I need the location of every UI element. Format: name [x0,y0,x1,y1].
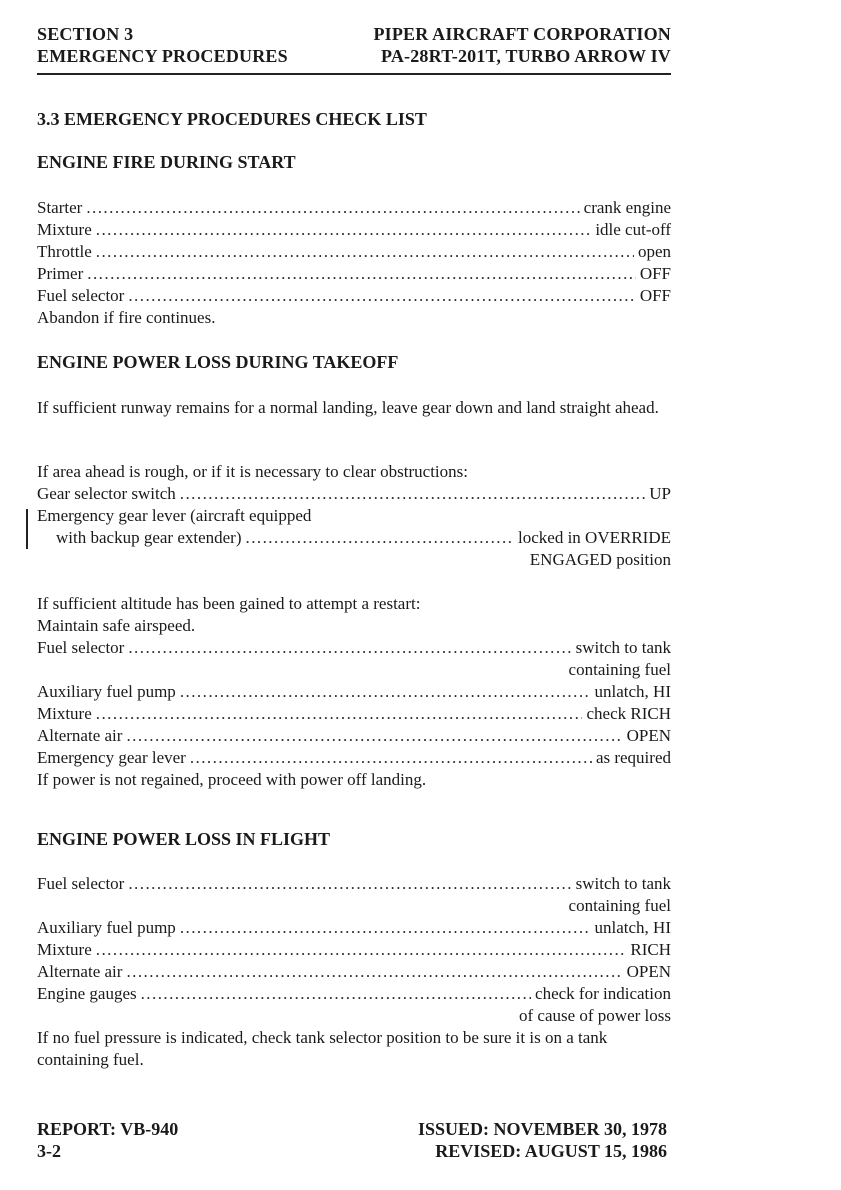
checklist-item [37,681,671,703]
item-action-continued: ENGAGED position [529,550,671,569]
item-label: Primer [37,264,84,283]
leader-dots [128,873,571,895]
checklist-item [37,637,671,659]
checklist-item [37,483,671,505]
checklist-item [37,873,671,895]
checklist-item [37,939,671,961]
checklist-item [37,917,671,939]
item-label: with backup gear extender) [56,528,242,547]
takeoff-runway-paragraph: If sufficient runway remains for a normal landing, leave gear down and land straight ahead. [37,398,659,417]
item-label: Mixture [37,220,92,239]
item-action: UP [649,484,671,503]
item-action: OPEN [626,962,671,981]
flight-section-title: ENGINE POWER LOSS IN FLIGHT [37,829,331,849]
takeoff-airspeed-paragraph: Maintain safe airspeed. [37,616,196,635]
leader-dots [246,527,515,549]
item-label: Alternate air [37,962,123,981]
header-section: SECTION 3 [37,24,134,44]
checklist-item [37,983,671,1005]
leader-dots [180,483,645,505]
item-action: idle cut-off [595,220,671,239]
item-label: Mixture [37,940,92,959]
item-action: unlatch, HI [594,918,671,937]
item-action: locked in OVERRIDE [518,528,671,547]
leader-dots [190,747,592,769]
item-action: unlatch, HI [594,682,671,701]
takeoff-obstruction-paragraph: If area ahead is rough, or if it is necessary to clear obstructions: [37,462,468,481]
checklist-item [37,747,671,769]
takeoff-altitude-paragraph: If sufficient altitude has been gained to attempt a restart: [37,594,421,613]
checklist-item [37,219,671,241]
item-label: Alternate air [37,726,123,745]
item-action: check for indication [535,984,671,1003]
header-rule [37,73,671,75]
item-label: Mixture [37,704,92,723]
footer-revised-date: REVISED: AUGUST 15, 1986 [435,1141,667,1161]
footer-report: REPORT: VB-940 [37,1119,179,1139]
leader-dots [126,961,622,983]
leader-dots [86,197,579,219]
header-model: PA-28RT-201T, TURBO ARROW IV [380,46,671,66]
checklist-item [37,285,671,307]
item-label: Auxiliary fuel pump [37,918,176,937]
checklist-item [37,527,671,549]
item-label: Fuel selector [37,874,125,893]
leader-dots [126,725,622,747]
leader-dots [96,241,634,263]
item-label: Emergency gear lever [37,748,186,767]
item-action: check RICH [586,704,671,723]
item-label: Gear selector switch [37,484,176,503]
item-action: switch to tank [575,874,671,893]
checklist-heading: 3.3 EMERGENCY PROCEDURES CHECK LIST [37,109,427,129]
emergency-gear-label-line: Emergency gear lever (aircraft equipped [37,506,312,525]
item-action-continued: containing fuel [568,660,671,679]
item-label: Starter [37,198,83,217]
leader-dots [141,983,531,1005]
fire-note: Abandon if fire continues. [37,308,216,327]
item-action: crank engine [583,198,671,217]
item-action-continued: containing fuel [568,896,671,915]
footer-page-number: 3-2 [37,1141,61,1161]
item-action: RICH [630,940,671,959]
leader-dots [96,219,592,241]
item-action: as required [595,748,671,767]
leader-dots [96,939,627,961]
leader-dots [128,637,571,659]
takeoff-section-title: ENGINE POWER LOSS DURING TAKEOFF [37,352,399,372]
flight-note: If no fuel pressure is indicated, check tank selector position to be sure it is on a tank containing fuel. [37,1028,608,1069]
item-label: Fuel selector [37,286,125,305]
checklist-item [37,197,671,219]
fire-section-title: ENGINE FIRE DURING START [37,152,296,172]
checklist-item [37,961,671,983]
header-company: PIPER AIRCRAFT CORPORATION [373,24,671,44]
item-label: Engine gauges [37,984,137,1003]
checklist-item [37,241,671,263]
item-label: Fuel selector [37,638,125,657]
item-action: open [637,242,671,261]
footer-issued-date: ISSUED: NOVEMBER 30, 1978 [417,1119,667,1139]
item-action: OPEN [626,726,671,745]
header-chapter: EMERGENCY PROCEDURES [37,46,288,66]
checklist-item [37,703,671,725]
item-action: switch to tank [575,638,671,657]
checklist-item [37,725,671,747]
leader-dots [96,703,583,725]
item-action: OFF [639,264,671,283]
leader-dots [180,681,591,703]
item-action: OFF [639,286,671,305]
takeoff-note: If power is not regained, proceed with power off landing. [37,770,427,789]
item-label: Throttle [37,242,92,261]
item-label: Auxiliary fuel pump [37,682,176,701]
item-action-continued: of cause of power loss [518,1006,671,1025]
leader-dots [180,917,591,939]
checklist-item [37,263,671,285]
leader-dots [87,263,636,285]
leader-dots [128,285,635,307]
revision-change-bar [26,509,28,549]
